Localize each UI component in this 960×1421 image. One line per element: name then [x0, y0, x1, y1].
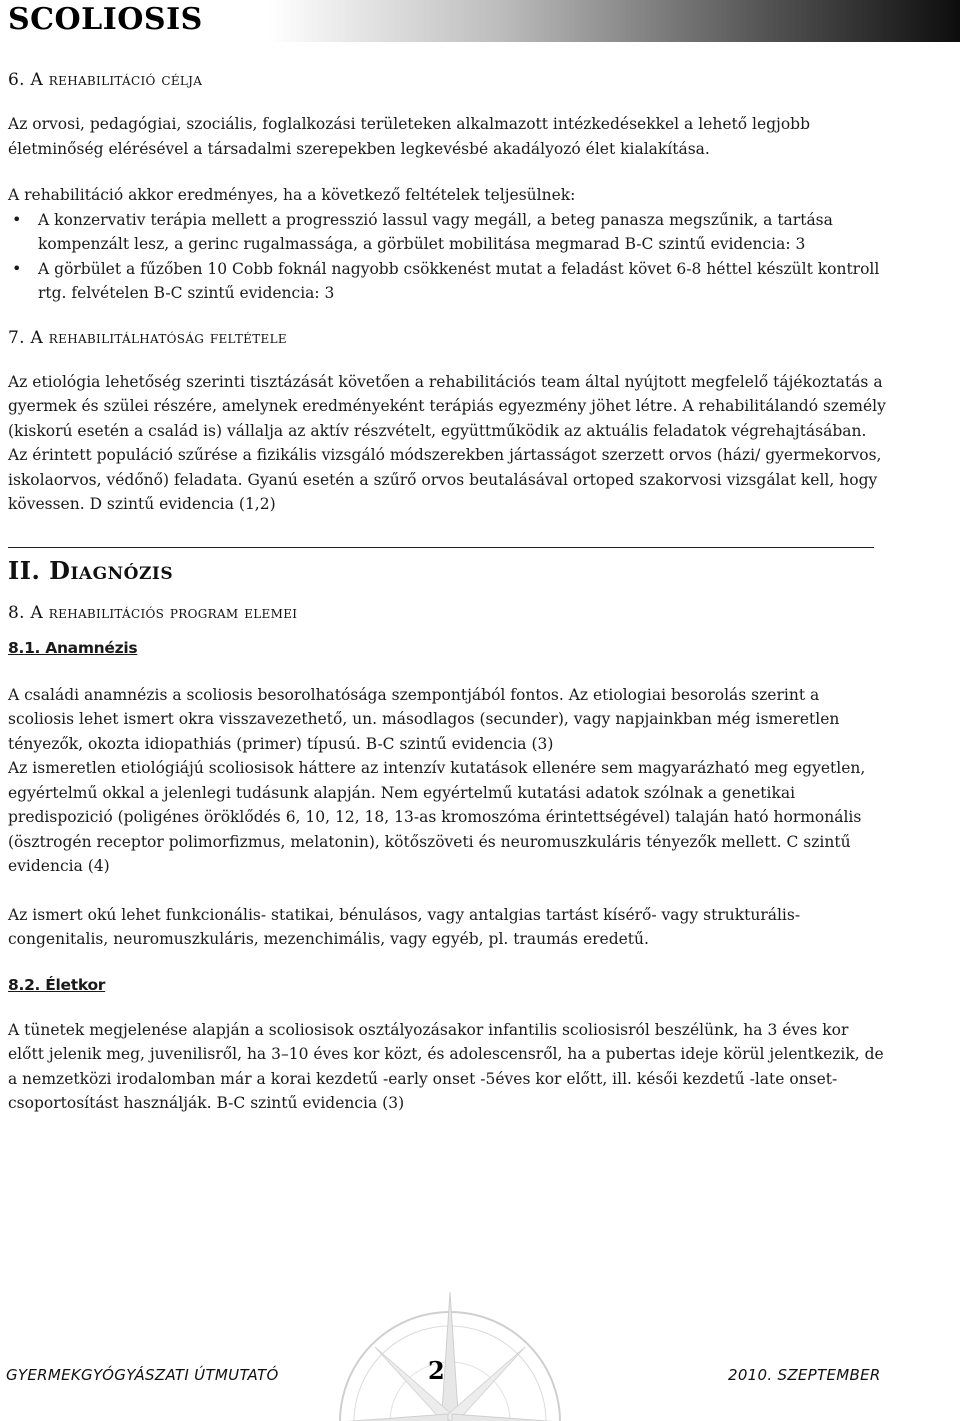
bullet-item: • A konzervativ terápia mellett a progresszió lassul vagy megáll, a beteg panasza megszűnik, a tartása kompenzált lesz, a gerinc rugalmassága, a görbület mobilitása megmarad B-C szintű evidencia: 3 [8, 208, 888, 257]
section-7-heading: 7. A rehabilitálhatóság feltétele [8, 327, 287, 348]
footer-publication: GYERMEKGYÓGYÁSZATI ÚTMUTATÓ [6, 1366, 279, 1384]
section-6-bullet-list [8, 208, 888, 306]
subsection-8-1-paragraph-2: Az ismeretlen etiológiájú scoliosisok háttere az intenzív kutatások ellenére sem magyarázható meg egyetlen, egyértelmű okkal a jelenlegi tudásunk alapján. Nem egyértelmű kutatási adatok szólnak a genetikai predispozició (poligénes öröklődés 6, 10, 12, 18, 13-as kromoszóma érintettségével) talaján ható hormonális (ösztrogén receptor polimorfizmus, melatonin), kötőszöveti és neuromuszkuláris tényezők mellett. C szintű evidencia (4) [8, 759, 866, 875]
chapter-heading: II. Diagnózis [8, 555, 174, 585]
section-6-paragraph-1: Az orvosi, pedagógiai, szociális, foglalkozási területeken alkalmazott intézkedésekkel a lehető legjobb életminőség elérésével a társadalmi szerepekben legkevésbé akadályozó élet kialakítása. [8, 115, 811, 158]
subsection-8-2-paragraph: A tünetek megjelenése alapján a scoliosisok osztályozásakor infantilis scoliosisról beszélünk, ha 3 éves kor előtt jelenik meg, juvenilisről, ha 3–10 éves kor közt, és adolescensről, ha a pubertas ideje körül jelentkezik, de a nemzetközi irodalomban már a korai kezdetű -early onset -5éves kor előtt, ill. késői kezdetű -late onset- csoportosítást használják. B-C szintű evidencia (3) [8, 1020, 884, 1112]
document-title: SCOLIOSIS [8, 2, 203, 37]
subsection-8-1-heading: 8.1. Anamnézis [8, 638, 138, 657]
page-number: 2 [428, 1356, 445, 1385]
compass-rose-watermark [330, 1272, 570, 1421]
section-6-paragraph-2: A rehabilitáció akkor eredményes, ha a következő feltételek teljesülnek: [8, 186, 576, 204]
section-8-heading: 8. A rehabilitációs program elemei [8, 602, 298, 623]
subsection-8-2-heading: 8.2. Életkor [8, 975, 106, 994]
subsection-8-1-paragraph-1: A családi anamnézis a scoliosis besorolhatósága szempontjából fontos. Az etiologiai besorolás szerint a scoliosis lehet ismert okra visszavezethető, un. másodlagos (secunder), vagy napjainkban még ismeretlen tényezők, okozta idiopathiás (primer) típusú. B-C szintű evidencia (3) [8, 685, 840, 753]
footer-date: 2010. SZEPTEMBER [728, 1366, 881, 1384]
section-6-heading: 6. A rehabilitáció célja [8, 70, 203, 90]
bullet-item: • A görbület a fűzőben 10 Cobb foknál nagyobb csökkenést mutat a feladást követ 6-8 héttel készült kontroll rtg. felvételen B-C szintű evidencia: 3 [8, 257, 888, 306]
subsection-8-1-paragraph-3: Az ismert okú lehet funkcionális- statikai, bénulásos, vagy antalgias tartást kísérő- vagy strukturális- congenitalis, neuromuszkuláris, mezenchimális, vagy egyéb, pl. traumás eredetű. [8, 905, 801, 948]
section-7-paragraph: Az etiológia lehetőség szerinti tisztázását követően a rehabilitációs team által nyújtott megfelelő tájékoztatás a gyermek és szülei részére, amelynek eredményeként terápiás egyezmény jöhet létre. A rehabilitálandó személy (kiskorú esetén a család is) vállalja az aktív részvételt, együttműködik az aktuális feladatok végrehajtásában. Az érintett populáció szűrése a fizikális vizsgáló módszerekben jártasságot szerzett orvos (házi/ gyermekorvos, iskolaorvos, védőnő) feladata. Gyanú esetén a szűrő orvos beutalásával ortoped szakorvosi vizsgálat kell, hogy kövessen. D szintű evidencia (1,2) [8, 372, 886, 513]
page-content [8, 70, 888, 1116]
